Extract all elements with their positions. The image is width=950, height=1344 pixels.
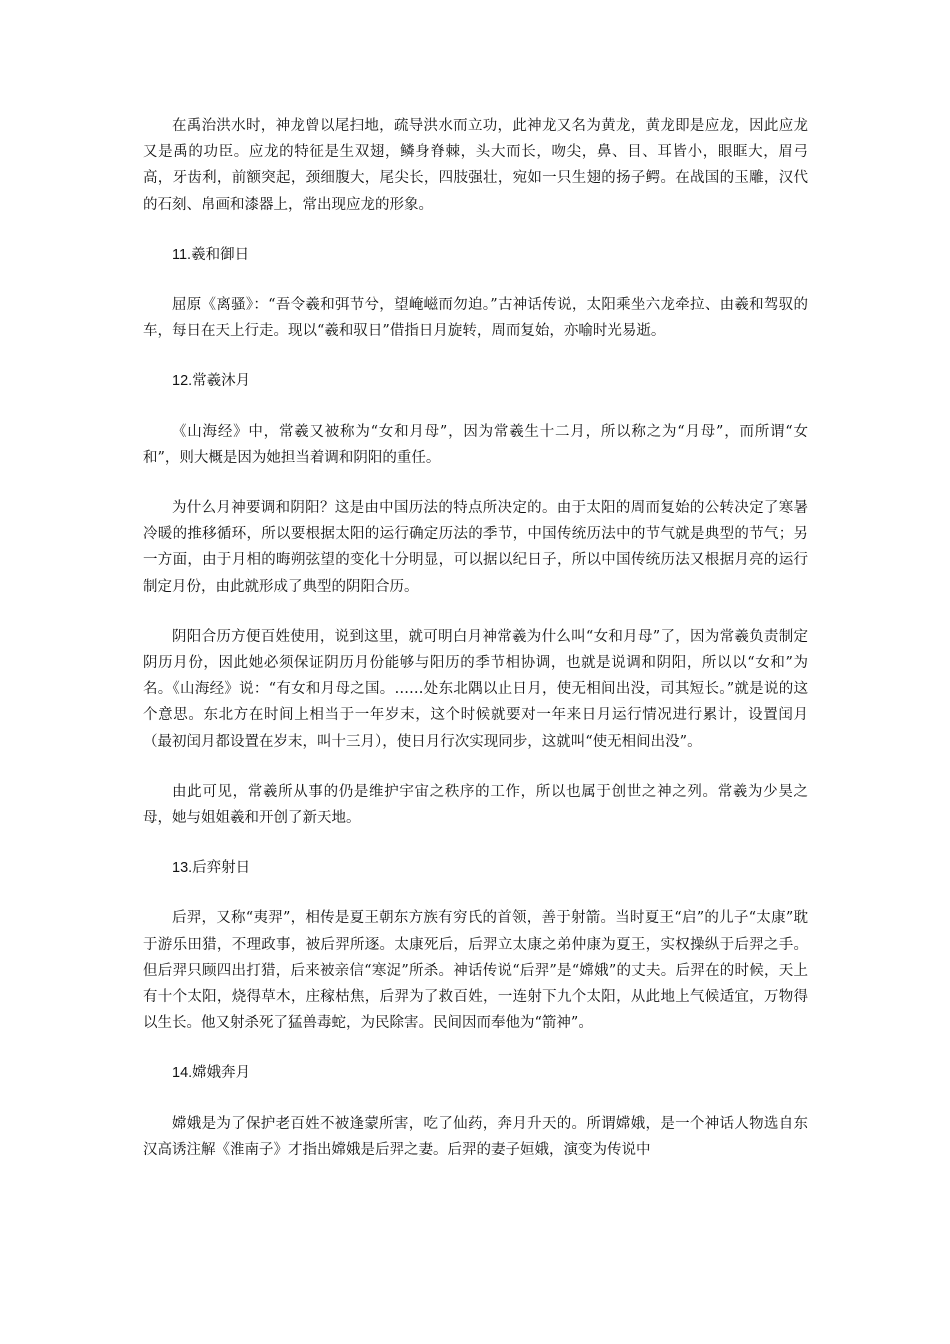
paragraph-yinglong: 在禹治洪水时，神龙曾以尾扫地，疏导洪水而立功，此神龙又名为黄龙，黄龙即是应龙，因此应龙又是禹的功臣。应龙的特征是生双翅，鳞身脊棘，头大而长，吻尖，鼻、目、耳皆小，眼眶大，眉弓高，牙齿利，前额突起，颈细腹大，尾尖长，四肢强壮，宛如一只生翅的扬子鳄。在战国的玉雕，汉代的石刻、帛画和漆器上，常出现应龙的形象。 [143,118,808,213]
document-page [143,113,808,1187]
paragraph-houyi: 后羿，又称“夷羿”，相传是夏王朝东方族有穷氏的首领，善于射箭。当时夏王“启”的儿子“太康”耽于游乐田猎，不理政事，被后羿所逐。太康死后，后羿立太康之弟仲康为夏王，实权操纵于后羿之手。但后羿只顾四出打猎，后来被亲信“寒浞”所杀。神话传说“后羿”是“嫦娥”的丈夫。后羿在的时候，天上有十个太阳，烧得草木，庄稼枯焦，后羿为了救百姓，一连射下九个太阳，从此地上气候适宜，万物得以生长。他又射杀死了猛兽毒蛇，为民除害。民间因而奉他为“箭神”。 [143,910,808,1032]
paragraph-yinyang-calendar: 阴阳合历方便百姓使用，说到这里，就可明白月神常羲为什么叫“女和月母”了，因为常羲负责制定阴历月份，因此她必须保证阴历月份能够与阳历的季节相协调，也就是说调和阴阳，所以以“女和”为名。《山海经》说：“有女和月母之国。……处东北隅以止日月，使无相间出没，司其短长。”就是说的这个意思。东北方在时间上相当于一年岁末，这个时候就要对一年来日月运行情况进行累计，设置闰月（最初闰月都设置在岁末，叫十三月），使日月行次实现同步，这就叫“使无相间出没”。 [143,628,808,750]
paragraph-changxi-intro: 《山海经》中，常羲又被称为“女和月母”，因为常羲生十二月，所以称之为“月母”，而所谓“女和”，则大概是因为她担当着调和阴阳的重任。 [143,423,808,466]
section-heading-14: 14.嫦娥奔月 [172,1065,251,1082]
paragraph-calendar: 为什么月神要调和阴阳？这是由中国历法的特点所决定的。由于太阳的周而复始的公转决定了寒暑冷暖的推移循环，所以要根据太阳的运行确定历法的季节，中国传统历法中的节气就是典型的节气；另一方面，由于月相的晦朔弦望的变化十分明显，可以据以纪日子，所以中国传统历法又根据月亮的运行制定月份，由此就形成了典型的阴阳合历。 [143,500,808,595]
paragraph-changxi-conclusion: 由此可见，常羲所从事的仍是维护宇宙之秩序的工作，所以也属于创世之神之列。常羲为少昊之母，她与姐姐羲和开创了新天地。 [143,783,808,827]
paragraph-xihe: 屈原《离骚》：“吾令羲和弭节兮，望崦嵫而勿迫。”古神话传说，太阳乘坐六龙牵拉、由羲和驾驭的车，每日在天上行走。现以“羲和驭日”借指日月旋转，周而复始，亦喻时光易逝。 [143,297,808,340]
section-heading-11: 11.羲和御日 [172,246,250,263]
section-heading-13: 13.后弈射日 [172,860,251,877]
paragraph-change: 嫦娥是为了保护老百姓不被逢蒙所害，吃了仙药，奔月升天的。所谓嫦娥，是一个神话人物选自东汉高诱注解《淮南子》才指出嫦娥是后羿之妻。后羿的妻子姮娥，演变为传说中 [143,1115,808,1158]
section-heading-12: 12.常羲沐月 [172,373,251,390]
